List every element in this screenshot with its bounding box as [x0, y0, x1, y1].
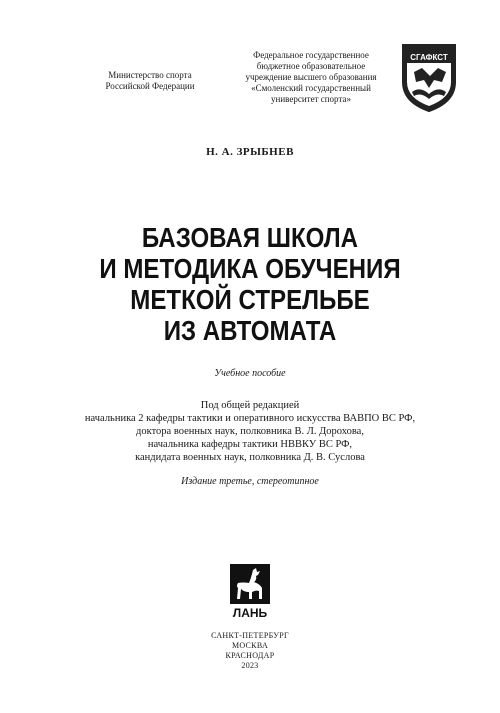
- editors-block: [0, 399, 500, 464]
- university-line: учреждение высшего образования: [245, 72, 377, 82]
- doe-publisher-icon: [226, 562, 274, 622]
- publisher-name: ЛАНЬ: [232, 606, 268, 620]
- title-line: БАЗОВАЯ ШКОЛА: [141, 222, 359, 253]
- editors-line: доктора военных наук, полковника В. Л. Дорохова,: [136, 426, 364, 437]
- university-line: «Смоленский государственный: [251, 83, 371, 93]
- editors-line: начальника 2 кафедры тактики и оперативного искусства ВАВПО ВС РФ,: [84, 413, 416, 424]
- ministry-line: Российской Федерации: [105, 81, 195, 91]
- title-line: ИЗ АВТОМАТА: [163, 315, 337, 346]
- editors-line: начальника кафедры тактики НВВКУ ВС РФ,: [147, 439, 353, 450]
- edition-note: Издание третье, стереотипное: [181, 476, 319, 487]
- university-block: [236, 50, 386, 105]
- author-name: Н. А. ЗРЫБНЕВ: [206, 146, 294, 158]
- imprint-line: САНКТ-ПЕТЕРБУРГ: [211, 631, 289, 640]
- ministry-block: [70, 70, 230, 92]
- imprint-year: 2023: [241, 661, 259, 670]
- editors-line: Под общей редакцией: [200, 400, 300, 411]
- sgafkst-emblem-icon: [400, 42, 458, 114]
- book-type: Учебное пособие: [214, 368, 286, 379]
- ministry-line: Министерство спорта: [108, 70, 192, 80]
- logo-text: СГАФКСТ: [410, 53, 448, 62]
- university-line: Федеральное государственное: [253, 50, 369, 60]
- imprint-line: КРАСНОДАР: [225, 651, 275, 660]
- title-line: И МЕТОДИКА ОБУЧЕНИЯ: [99, 253, 401, 284]
- title-line: МЕТКОЙ СТРЕЛЬБЕ: [130, 284, 370, 315]
- book-title: [35, 222, 465, 346]
- university-line: бюджетное образовательное: [256, 61, 366, 71]
- imprint-block: [0, 631, 500, 671]
- imprint-line: МОСКВА: [231, 641, 269, 650]
- editors-line: кандидата военных наук, полковника Д. В. Суслова: [135, 452, 365, 463]
- university-line: университет спорта»: [271, 94, 351, 104]
